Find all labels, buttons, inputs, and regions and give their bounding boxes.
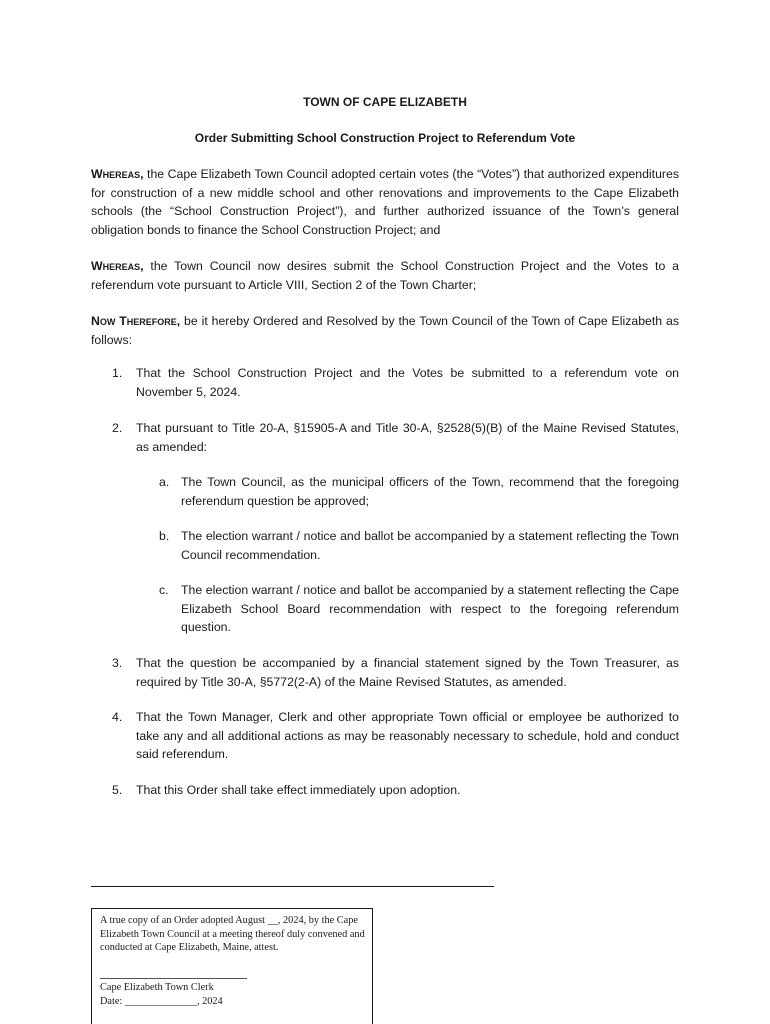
item-number: 5. <box>112 783 123 797</box>
subitem-letter: a. <box>159 475 170 489</box>
paragraph-text: the Town Council now desires submit the School Construction Project and the Votes to a referendum vote pursuant to Article VIII, Section 2 of the Town Charter; <box>91 259 679 292</box>
document-title: TOWN OF CAPE ELIZABETH <box>303 95 467 109</box>
paragraph-lead: Now Therefore, <box>91 314 181 328</box>
item-text: That the question be accompanied by a financial statement signed by the Town Treasurer, as required by Title 30-A, §5772(2-A) of the Maine Revised Statutes, as amended. <box>136 656 679 689</box>
signature-line <box>91 886 494 887</box>
item-number: 3. <box>112 656 123 670</box>
item-number: 4. <box>112 710 123 724</box>
order-subitem-c <box>159 581 679 637</box>
item-text: That the School Construction Project and the Votes be submitted to a referendum vote on November 5, 2024. <box>136 366 679 399</box>
order-item-5 <box>112 781 679 800</box>
item-number: 2. <box>112 421 123 435</box>
item-text: That pursuant to Title 20-A, §15905-A and Title 30-A, §2528(5)(B) of the Maine Revised Statutes, as amended: <box>136 421 679 454</box>
paragraph-lead: Whereas, <box>91 259 144 273</box>
whereas-paragraph-2 <box>91 257 679 294</box>
subitem-letter: c. <box>159 583 169 597</box>
clerk-signature-line <box>100 978 247 979</box>
order-item-2 <box>112 419 679 456</box>
order-item-3 <box>112 654 679 691</box>
paragraph-lead: Whereas, <box>91 167 144 181</box>
whereas-paragraph-1 <box>91 165 679 239</box>
order-subitem-a <box>159 473 679 510</box>
subitem-text: The election warrant / notice and ballot be accompanied by a statement reflecting the Town Council recommendation. <box>181 529 679 562</box>
clerk-title: Cape Elizabeth Town Clerk <box>100 982 214 993</box>
attestation-date: Date: ______________, 2024 <box>100 996 223 1007</box>
subitem-text: The election warrant / notice and ballot be accompanied by a statement reflecting the Cape Elizabeth School Board recommendation with respect to the foregoing referendum question. <box>181 583 679 635</box>
attestation-text: A true copy of an Order adopted August __, 2024, by the Cape Elizabeth Town Council at a meeting thereof duly convened and conducted at Cape Elizabeth, Maine, attest. <box>100 915 365 954</box>
subitem-text: The Town Council, as the municipal officers of the Town, recommend that the foregoing referendum question be approved; <box>181 475 679 508</box>
clerk-attestation-box <box>91 908 373 1024</box>
item-number: 1. <box>112 366 123 380</box>
order-subitem-b <box>159 527 679 564</box>
order-item-4 <box>112 708 679 764</box>
paragraph-text: the Cape Elizabeth Town Council adopted certain votes (the “Votes”) that authorized expenditures for construction of a new middle school and other renovations and improvements to the Cape Elizabeth schools (the “School Construction Project”), and further authorized issuance of the Town’s general obligation bonds to finance the School Construction Project; and <box>91 167 679 237</box>
order-item-1 <box>112 364 679 401</box>
now-therefore-paragraph <box>91 312 679 349</box>
subitem-letter: b. <box>159 529 170 543</box>
item-text: That this Order shall take effect immediately upon adoption. <box>136 783 461 797</box>
item-text: That the Town Manager, Clerk and other appropriate Town official or employee be authorized to take any and all additional actions as may be reasonably necessary to schedule, hold and conduct said referendum. <box>136 710 679 762</box>
paragraph-text: be it hereby Ordered and Resolved by the Town Council of the Town of Cape Elizabeth as follows: <box>91 314 679 347</box>
document-subtitle: Order Submitting School Construction Project to Referendum Vote <box>194 131 576 145</box>
